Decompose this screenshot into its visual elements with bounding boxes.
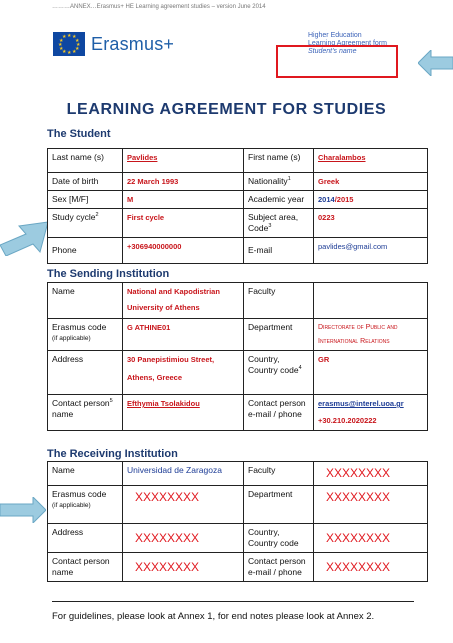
phone-label: Phone — [48, 238, 123, 264]
receiving-contact-email-label: Contact person e-mail / phone — [244, 553, 314, 582]
nationality-value: Greek — [314, 173, 428, 191]
sending-country-value: GR — [314, 351, 428, 395]
sending-contact-label: Contact person$^5$ name — [48, 395, 123, 431]
study-cycle-label: Study cycle$^2$ — [48, 209, 123, 238]
last-name-value: Pavlides — [123, 149, 244, 173]
receiving-address-value: XXXXXXXX — [123, 524, 244, 553]
receiving-contact-value: XXXXXXXX — [123, 553, 244, 582]
receiving-country-value: XXXXXXXX — [314, 524, 428, 553]
erasmus-logo — [53, 31, 174, 57]
eu-flag-icon: ★ ★ ★ ★ ★ ★ ★ ★ ★ ★ ★ ★ — [53, 32, 85, 56]
receiving-name-value: Universidad de Zaragoza — [123, 462, 244, 486]
pointer-arrow-icon — [0, 218, 48, 256]
phone-value: +306940000000 — [123, 238, 244, 264]
footer-divider — [52, 601, 414, 602]
student-section-title: The Student — [47, 128, 111, 140]
form-line-2: Learning Agreement form — [308, 40, 387, 47]
dob-value: 22 March 1993 — [123, 173, 244, 191]
receiving-section-title: The Receiving Institution — [47, 448, 178, 460]
sending-name-label: Name — [48, 283, 123, 319]
first-name-label: First name (s) — [244, 149, 314, 173]
nationality-label: Nationality$^1$ — [244, 173, 314, 191]
footer-note: For guidelines, please look at Annex 1, for end notes please look at Annex 2. — [52, 611, 375, 622]
receiving-table — [47, 461, 428, 582]
pointer-arrow-icon — [418, 50, 453, 76]
email-value: pavlides@gmail.com — [314, 238, 428, 264]
receiving-address-label: Address — [48, 524, 123, 553]
receiving-country-label: Country, Country code — [244, 524, 314, 553]
sending-erasmus-code-value: G ATHINE01 — [123, 319, 244, 351]
sending-contact-value: Efthymia Tsolakidou — [123, 395, 244, 431]
student-table — [47, 148, 428, 264]
sending-department-value: Directorate of Public and International Relations — [314, 319, 428, 351]
sex-value: M — [123, 191, 244, 209]
sending-country-label: Country, Country code$^4$ — [244, 351, 314, 395]
student-name-label: Student’s name — [308, 48, 357, 55]
receiving-contact-email-value: XXXXXXXX — [314, 553, 428, 582]
form-line-1: Higher Education — [308, 32, 362, 39]
study-cycle-value: First cycle — [123, 209, 244, 238]
sending-erasmus-code-label: Erasmus code (if applicable) — [48, 319, 123, 351]
sending-email-link[interactable]: erasmus@interel.uoa.gr — [318, 399, 404, 408]
receiving-faculty-value: XXXXXXXX — [314, 462, 428, 486]
page-title: LEARNING AGREEMENT FOR STUDIES — [66, 101, 387, 118]
sending-contact-email-label: Contact person e-mail / phone — [244, 395, 314, 431]
sending-faculty-label: Faculty — [244, 283, 314, 319]
receiving-erasmus-code-label: Erasmus code (if applicable) — [48, 486, 123, 524]
receiving-name-label: Name — [48, 462, 123, 486]
subject-area-label: Subject area, Code$^3$ — [244, 209, 314, 238]
logo-text: Erasmus+ — [91, 33, 175, 54]
subject-code-value: 0223 — [314, 209, 428, 238]
sending-faculty-value — [314, 283, 428, 319]
receiving-erasmus-code-value: XXXXXXXX — [123, 486, 244, 524]
dob-label: Date of birth — [48, 173, 123, 191]
last-name-label: Last name (s) — [48, 149, 123, 173]
email-label: E-mail — [244, 238, 314, 264]
receiving-department-value: XXXXXXXX — [314, 486, 428, 524]
sending-address-label: Address — [48, 351, 123, 395]
sending-address-value: 30 Panepistimiou Street, Athens, Greece — [123, 351, 244, 395]
student-name-highlight — [276, 45, 398, 78]
receiving-contact-label: Contact person name — [48, 553, 123, 582]
first-name-value: Charalambos — [314, 149, 428, 173]
sending-name-value: National and Kapodistrian University of Athens — [123, 283, 244, 319]
academic-year-value: 2014/2015 — [314, 191, 428, 209]
academic-year-label: Academic year — [244, 191, 314, 209]
sending-table — [47, 282, 428, 431]
sex-label: Sex [M/F] — [48, 191, 123, 209]
receiving-faculty-label: Faculty — [244, 462, 314, 486]
receiving-department-label: Department — [244, 486, 314, 524]
header-note: ………ANNEX…Erasmus+ HE Learning agreement studies – version June 2014 — [52, 4, 266, 10]
pointer-arrow-icon — [0, 497, 46, 523]
sending-contact-email-value: erasmus@interel.uoa.gr +30.210.2020222 — [314, 395, 428, 431]
sending-section-title: The Sending Institution — [47, 268, 170, 280]
sending-department-label: Department — [244, 319, 314, 351]
